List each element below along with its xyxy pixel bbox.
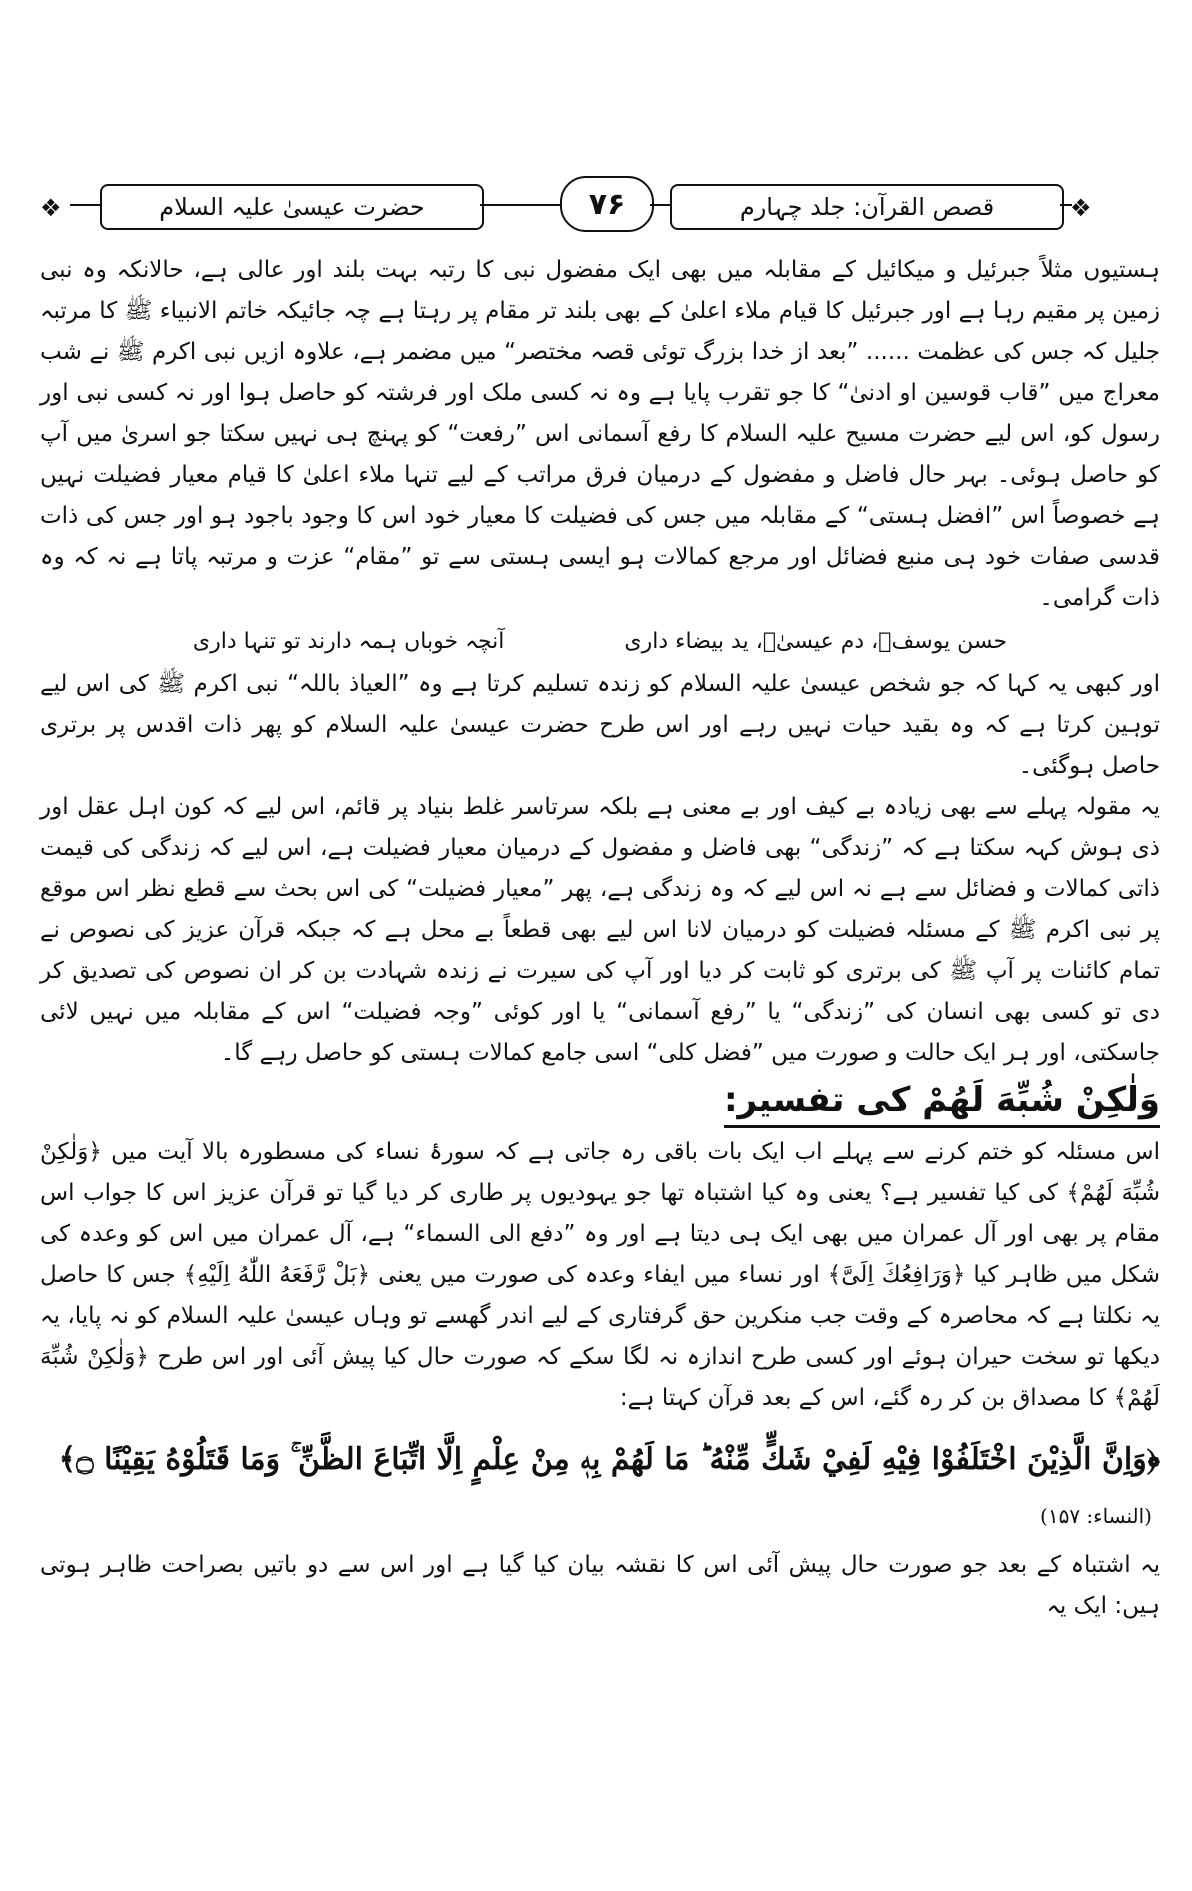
paragraph: یہ مقولہ پہلے سے بھی زیادہ بے کیف اور بے معنی ہے بلکہ سرتاسر غلط بنیاد پر قائم، اس لیے کہ کون اہل عقل اور ذی ہوش کہہ سکتا ہے کہ ”زندگی“ بھی فاضل و مفضول کے درمیان معیار فضیلت ہے، اس لیے کہ زندگی کی قیمت ذاتی کمالات و فضائل سے ہے نہ اس لیے کہ وہ زندگی ہے، پھر ”معیار فضیلت“ کی اس بحث سے قطع نظر اس موقع پر نبی اکرم ﷺ کے مسئلہ فضیلت کو درمیان لانا اس لیے بھی قطعاً بے محل ہے کہ جبکہ قرآن عزیز کی نصوص نے تمام کائنات پر آپ ﷺ کی برتری کو ثابت کر دیا اور آپ کی سیرت نے زندہ شہادت بن کر ان نصوص کی تصدیق کر دی تو کسی بھی انسان کی ”زندگی“ یا ”رفع آسمانی“ یا اور کوئی ”وجہ فضیلت“ اس کے مقابلہ میں نہیں لائی جاسکتی، اور ہر ایک حالت و صورت میں ”فضل کلی“ اسی جامع کمالات ہستی کو حاصل رہے گا۔ bbox=[40, 794, 1160, 1066]
quran-verse bbox=[40, 1433, 1160, 1543]
verse-reference: (النساء: ۱۵۷) bbox=[1040, 1504, 1152, 1528]
couplet-first-hemistich: حسن یوسفؑ، دم عیسیٰؑ، ید بیضاء داری bbox=[624, 629, 1008, 654]
right-ornament-icon: ❖ bbox=[1070, 194, 1092, 222]
couplet-second-hemistich: آنچہ خوباں ہمہ دارند تو تنہا داری bbox=[192, 629, 505, 654]
header-rule bbox=[650, 204, 670, 206]
page-header bbox=[40, 170, 1090, 240]
page-number-box bbox=[560, 176, 654, 232]
paragraph: اس مسئلہ کو ختم کرنے سے پہلے اب ایک بات باقی رہ جاتی ہے کہ سورۂ نساء کی مسطورہ بالا آیت میں ﴿وَلٰكِنْ شُبِّهَ لَهُمْ﴾ کی کیا تفسیر ہے؟ یعنی وہ کیا اشتباہ تھا جو یہودیوں پر طاری کر دیا گیا تو قرآن عزیز اس کا جواب اس مقام پر بھی اور آل عمران میں بھی ایک ہی دیتا ہے اور وہ ”دفع الی السماء“ ہے، آل عمران میں اس کو وعدہ کی شکل میں ظاہر کیا ﴿وَرَافِعُكَ اِلَیَّ﴾ اور نساء میں ایفاء وعدہ کی صورت میں یعنی ﴿بَلْ رَّفَعَهُ اللّٰهُ اِلَیْهِ﴾ جس کا حاصل یہ نکلتا ہے کہ محاصرہ کے وقت جب منکرین حق گرفتاری کے لیے اندر گھسے تو وہاں عیسیٰ علیہ السلام کو نہ پایا، یہ دیکھا تو سخت حیران ہوئے اور کسی طرح اندازہ نہ لگا سکے کہ صورت حال کیا پیش آئی اور اس طرح ﴿وَلٰكِنْ شُبِّهَ لَهُمْ﴾ کا مصداق بن کر رہ گئے، اس کے بعد قرآن کہتا ہے: bbox=[40, 1139, 1160, 1411]
chapter-title: حضرت عیسیٰ علیہ السلام bbox=[159, 193, 425, 221]
verse-text: ﴿وَاِنَّ الَّذِيْنَ اخْتَلَفُوْا فِيْهِ لَفِيْ شَكٍّ مِّنْهُ ؕ مَا لَهُمْ بِهٖ مِنْ عِلْمٍ اِلَّا اتِّبَاعَ الظَّنِّ ۚ وَمَا قَتَلُوْهُ يَقِيْنًا ۝﴾ bbox=[58, 1442, 1160, 1477]
section-heading: وَلٰكِنْ شُبِّهَ لَهُمْ کی تفسیر: bbox=[724, 1080, 1160, 1128]
book-title-box bbox=[670, 184, 1064, 230]
header-rule bbox=[70, 204, 100, 206]
book-title: قصص القرآن: جلد چہارم bbox=[739, 193, 995, 221]
body-text bbox=[40, 250, 1160, 1627]
header-rule bbox=[480, 204, 560, 206]
persian-couplet bbox=[40, 621, 1160, 662]
paragraph: یہ اشتباہ کے بعد جو صورت حال پیش آئی اس کا نقشہ بیان کیا گیا ہے اور اس سے دو باتیں بصراحت ظاہر ہوتی ہیں: ایک یہ bbox=[40, 1552, 1160, 1619]
page-number: ۷۶ bbox=[588, 186, 626, 222]
chapter-title-box bbox=[100, 184, 484, 230]
paragraph: اور کبھی یہ کہا کہ جو شخص عیسیٰ علیہ السلام کو زندہ تسلیم کرتا ہے وہ ”العیاذ باللہ“ نبی اکرم ﷺ کی اس لیے توہین کرتا ہے کہ وہ بقید حیات نہیں رہے اور اس طرح حضرت عیسیٰ علیہ السلام کو پھر ذات اقدس پر برتری حاصل ہوگئی۔ bbox=[40, 671, 1160, 779]
paragraph: ہستیوں مثلاً جبرئیل و میکائیل کے مقابلہ میں بھی ایک مفضول نبی کا رتبہ بہت بلند اور عالی ہے، حالانکہ وہ نبی زمین پر مقیم رہا ہے اور جبرئیل کا قیام ملاء اعلیٰ کے بھی بلند تر مقام پر رہتا ہے چہ جائیکہ خاتم الانبیاء ﷺ کا مرتبہ جلیل کہ جس کی عظمت ...... ”بعد از خدا بزرگ توئی قصہ مختصر“ میں مضمر ہے، علاوہ ازیں نبی اکرم ﷺ نے شب معراج میں ”قاب قوسین او ادنیٰ“ کا جو تقرب پایا ہے وہ نہ کسی ملک اور فرشتہ کو حاصل ہوا اور نہ کسی نبی اور رسول کو، اس لیے حضرت مسیح علیہ السلام کا رفع آسمانی اس ”رفعت“ کو پہنچ ہی نہیں سکتا جو اسریٰ میں آپ کو حاصل ہوئی۔ بہر حال فاضل و مفضول کے درمیان فرق مراتب کے لیے تنہا ملاء اعلیٰ کا قیام معیار فضیلت نہیں ہے خصوصاً اس ”افضل ہستی“ کے مقابلہ میں جس کی فضیلت کا معیار خود اس کا وجود باجود ہو اور جس کی ذات قدسی صفات خود ہی منبع فضائل اور مرجع کمالات ہو ایسی ہستی سے تو ”مقام“ عزت و مرتبہ پاتا ہے نہ کہ وہ ذات گرامی۔ bbox=[40, 257, 1160, 611]
left-ornament-icon: ❖ bbox=[40, 194, 62, 222]
